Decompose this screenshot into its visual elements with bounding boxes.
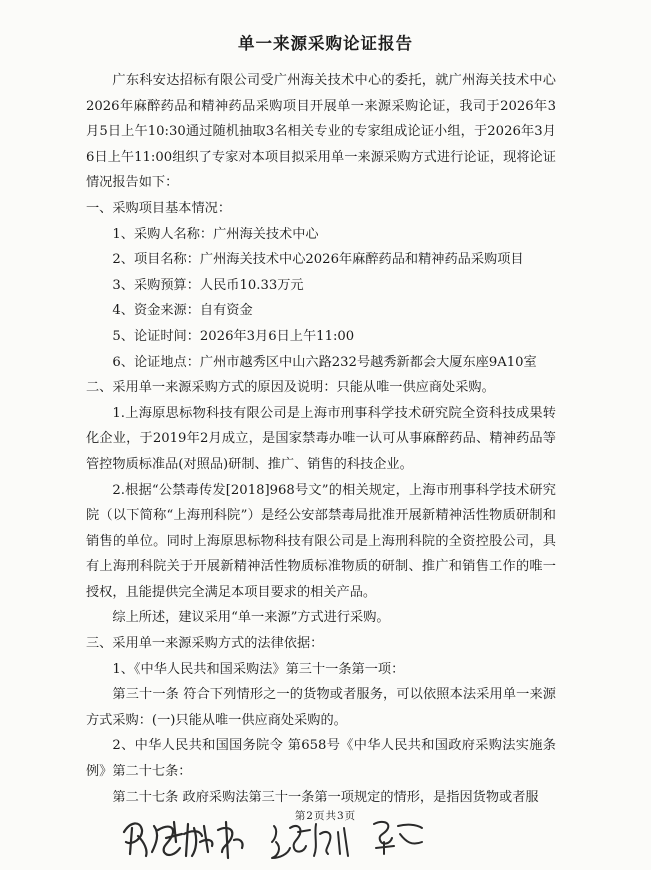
signature-3	[366, 812, 426, 858]
law-item-2: 2、中华人民共和国国务院令 第658号《中华人民共和国政府采购法实施条例》第二十七条：	[86, 738, 556, 780]
conclusion-paragraph: 综上所述，建议采用“单一来源”方式进行采购。	[112, 610, 390, 626]
page-number-footer: 第2页共3页	[294, 810, 357, 822]
reason-paragraph-2: 2.根据“公禁毒传发[2018]968号文”的相关规定，上海市刑事科学技术研究院（以下简称“上海刑科院”）是经公安部禁毒局批准开展新精神活性物质研制和销售的单位。同时上海原思标物科技有限公司是上海刑科院的全资控股公司，具有上海刑科院关于开展新精神活性物质标准物质的研制、推广和销售工作的唯一授权，且能提供完全满足本项目要求的相关产品。	[86, 482, 556, 600]
law-article-31: 第三十一条 符合下列情形之一的货物或者服务，可以依照本法采用单一来源方式采购：(一)只能从唯一供应商处采购的。	[86, 687, 556, 728]
document-body	[86, 68, 556, 810]
item-time: 5、论证时间：2026年3月6日上午11:00	[112, 328, 355, 344]
item-purchaser: 1、采购人名称：广州海关技术中心	[112, 226, 319, 242]
section-heading-3: 三、采用单一来源采购方式的法律依据：	[86, 636, 324, 652]
signature-2	[268, 812, 358, 864]
reason-paragraph-1: 1.上海原思标物科技有限公司是上海市刑事科学技术研究院全资科技成果转化企业，于2019年2月成立，是国家禁毒办唯一认可从事麻醉药品、精神药品等管控物质标准品(对照品)研制、推广、销售的科技企业。	[86, 405, 556, 472]
document-title: 单一来源采购论证报告	[238, 34, 413, 53]
item-budget: 3、采购预算：人民币10.33万元	[112, 277, 304, 293]
law-article-27: 第二十七条 政府采购法第三十一条第一项规定的情形，是指因货物或者服	[112, 789, 539, 805]
intro-paragraph: 广东科安达招标有限公司受广州海关技术中心的委托，就广州海关技术中心2026年麻醉药品和精神药品采购项目开展单一来源采购论证，我司于2026年3月5日上午10:30通过随机抽取3名相关专业的专家组成论证小组，于2026年3月6日上午11:00组织了专家对本项目拟采用单一来源采购方式进行论证，现将论证情况报告如下：	[86, 73, 556, 191]
item-location: 6、论证地点：广州市越秀区中山六路232号越秀新都会大厦东座9A10室	[112, 354, 537, 370]
item-project-name: 2、项目名称：广州海关技术中心2026年麻醉药品和精神药品采购项目	[112, 252, 524, 268]
signature-1	[118, 812, 250, 864]
item-funding: 4、资金来源：自有资金	[112, 303, 253, 319]
law-item-1: 1、《中华人民共和国采购法》第三十一条第一项：	[112, 661, 405, 677]
section-heading-1: 一、采购项目基本情况：	[86, 200, 232, 216]
section-heading-2: 二、采用单一来源采购方式的原因及说明：只能从唯一供应商处采购。	[86, 380, 495, 396]
